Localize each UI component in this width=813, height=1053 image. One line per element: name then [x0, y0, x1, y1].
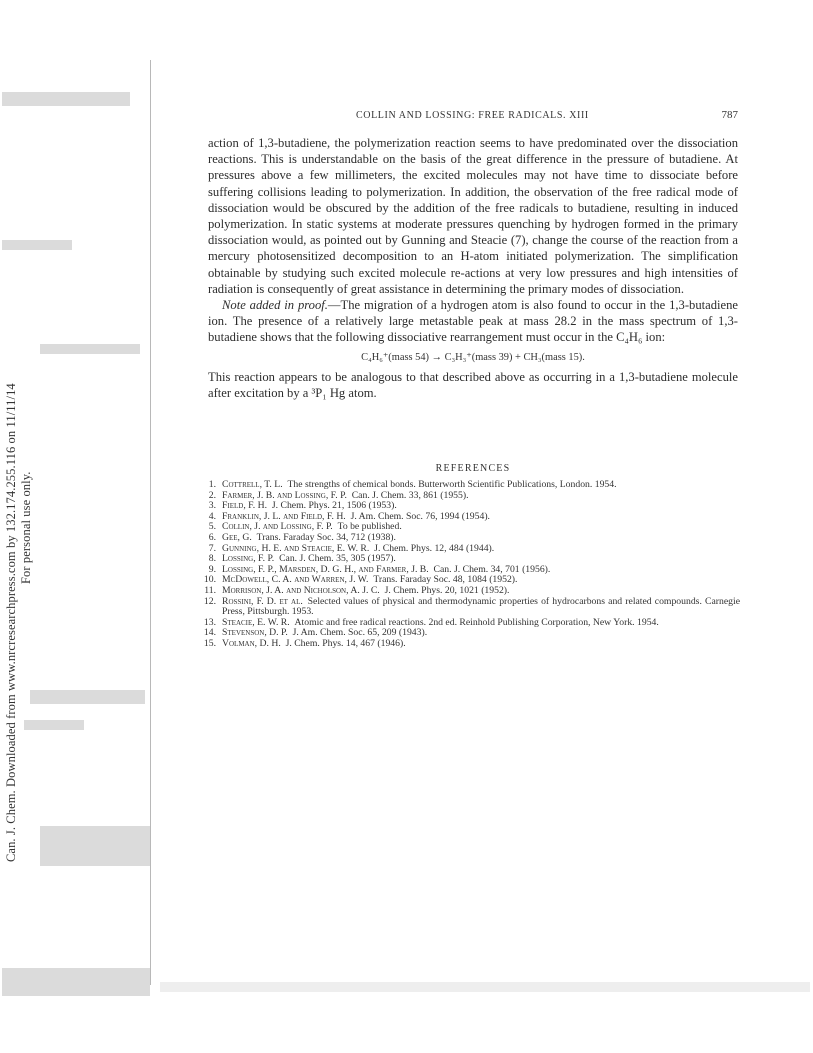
reference-authors: Cottrell, T. L.: [222, 479, 283, 490]
running-header: [356, 110, 738, 121]
reference-source: To be published.: [337, 521, 402, 533]
reference-number: 12.: [203, 595, 216, 607]
scan-speckle: [24, 720, 84, 730]
reference-number: 2.: [208, 489, 216, 501]
reference-number: 11.: [204, 584, 216, 596]
scan-speckle: [30, 690, 145, 704]
reference-item: [196, 597, 740, 618]
reference-number: 7.: [208, 542, 216, 554]
reference-number: 1.: [208, 479, 216, 490]
scan-speckle: [2, 92, 130, 106]
reference-number: 9.: [208, 563, 216, 575]
page-number: 787: [721, 109, 738, 121]
references-heading: REFERENCES: [435, 463, 511, 474]
note-paragraph: [208, 297, 738, 346]
scan-speckle: [160, 982, 810, 992]
margin-rule: [150, 60, 151, 985]
scan-speckle: [2, 968, 150, 996]
reference-source: Trans. Faraday Soc. 48, 1084 (1952).: [373, 574, 518, 586]
reference-authors: Morrison, J. A. and Nicholson, A. J. C.: [222, 584, 380, 596]
reference-source: The strengths of chemical bonds. Butterworth Scientific Publications, London. 1954.: [287, 479, 617, 490]
scan-speckle: [2, 240, 72, 250]
note-text: —The migration of a hydrogen atom is also found to occur in the 1,3-butadiene ion. The presence of a relatively large metastable peak at mass 28.2 in the mass spectrum of 1,3-butadiene shows that the following dissociative rearrangement must occur in the C₄H₆ ion:: [208, 298, 738, 345]
reference-number: 3.: [208, 500, 216, 512]
note-label: Note added in proof.: [222, 298, 328, 313]
equation: C₄H₆⁺(mass 54) → C₃H₃⁺(mass 39) + CH₃(mass 15).: [361, 351, 585, 363]
reference-source: J. Chem. Phys. 14, 467 (1946).: [285, 637, 406, 649]
reference-number: 4.: [208, 510, 216, 522]
reference-authors: Collin, J. and Lossing, F. P.: [222, 521, 333, 533]
scan-speckle: [40, 826, 150, 866]
reference-source: Selected values of physical and thermodynamic properties of hydrocarbons and related compounds. Carnegie Press, Pittsburgh. 1953.: [222, 595, 740, 618]
reference-authors: Field, F. H.: [222, 500, 268, 512]
reference-item: [196, 639, 740, 650]
reference-source: J. Chem. Phys. 20, 1021 (1952).: [384, 584, 510, 596]
reference-list: [196, 480, 740, 650]
reference-authors: McDowell, C. A. and Warren, J. W.: [222, 574, 369, 586]
reference-number: 10.: [203, 574, 216, 586]
reference-authors: Farmer, J. B. and Lossing, F. P.: [222, 489, 347, 501]
running-title: COLLIN AND LOSSING: FREE RADICALS. XIII: [356, 110, 589, 121]
reference-source: Trans. Faraday Soc. 34, 712 (1938).: [256, 531, 396, 543]
reference-authors: Steacie, E. W. R.: [222, 616, 290, 628]
reference-source: Can. J. Chem. 35, 305 (1957).: [279, 553, 396, 565]
reference-authors: Rossini, F. D. et al.: [222, 595, 303, 607]
reference-authors: Lossing, F. P.: [222, 553, 275, 565]
reference-authors: Lossing, F. P., Marsden, D. G. H., and Farmer, J. B.: [222, 563, 429, 575]
reference-number: 8.: [208, 553, 216, 565]
download-notice: Can. J. Chem. Downloaded from www.nrcresearchpress.com by 132.174.255.116 on 11/11/14: [4, 383, 18, 862]
reference-authors: Gunning, H. E. and Steacie, E. W. R.: [222, 542, 370, 554]
personal-use-notice: For personal use only.: [19, 471, 33, 584]
reference-number: 6.: [208, 531, 216, 543]
paragraph: action of 1,3-butadiene, the polymerization reaction seems to have predominated over the dissociation reactions. This is understandable on the basis of the great difference in the pressure of butadiene. At pressures above a few millimeters, the excited molecules may not have time to dissociate before suffering collisions leading to polymerization. In addition, the observation of the free radical mode of dissociation would be obscured by the addition of the free radicals to butadiene, resulting in induced polymerization. In static systems at moderate pressures quenching by hydrogen formed in the primary dissociation would, as pointed out by Gunning and Steacie (7), change the course of the reaction from a mercury photosensitized decomposition to an H-atom initiated polymerization. The simplification obtainable by studying such excited molecule re-actions at very low pressures and high intensities of radiation is consequently of great assistance in determining the primary modes of dissociation.: [208, 136, 738, 296]
reference-number: 5.: [208, 521, 216, 533]
paragraph: This reaction appears to be analogous to that described above as occurring in a 1,3-butadiene molecule after excitation by a ³P₁ Hg atom.: [208, 369, 738, 401]
body-text: [208, 135, 738, 401]
reference-source: Can. J. Chem. 33, 861 (1955).: [351, 489, 469, 501]
reference-number: 14.: [203, 627, 216, 639]
reference-number: 13.: [203, 616, 216, 628]
reference-source: J. Chem. Phys. 12, 484 (1944).: [374, 542, 495, 554]
reference-source: Can. J. Chem. 34, 701 (1956).: [433, 563, 551, 575]
reference-authors: Volman, D. H.: [222, 637, 281, 649]
reference-authors: Stevenson, D. P.: [222, 627, 288, 639]
reference-source: Atomic and free radical reactions. 2nd ed. Reinhold Publishing Corporation, New York. 1954.: [294, 616, 659, 628]
reference-source: J. Chem. Phys. 21, 1506 (1953).: [271, 500, 397, 512]
reference-source: J. Am. Chem. Soc. 76, 1994 (1954).: [350, 510, 490, 522]
reference-number: 15.: [203, 637, 216, 649]
reference-authors: Gee, G.: [222, 531, 252, 543]
scan-speckle: [40, 344, 140, 354]
reference-source: J. Am. Chem. Soc. 65, 209 (1943).: [292, 627, 428, 639]
reference-authors: Franklin, J. L. and Field, F. H.: [222, 510, 346, 522]
